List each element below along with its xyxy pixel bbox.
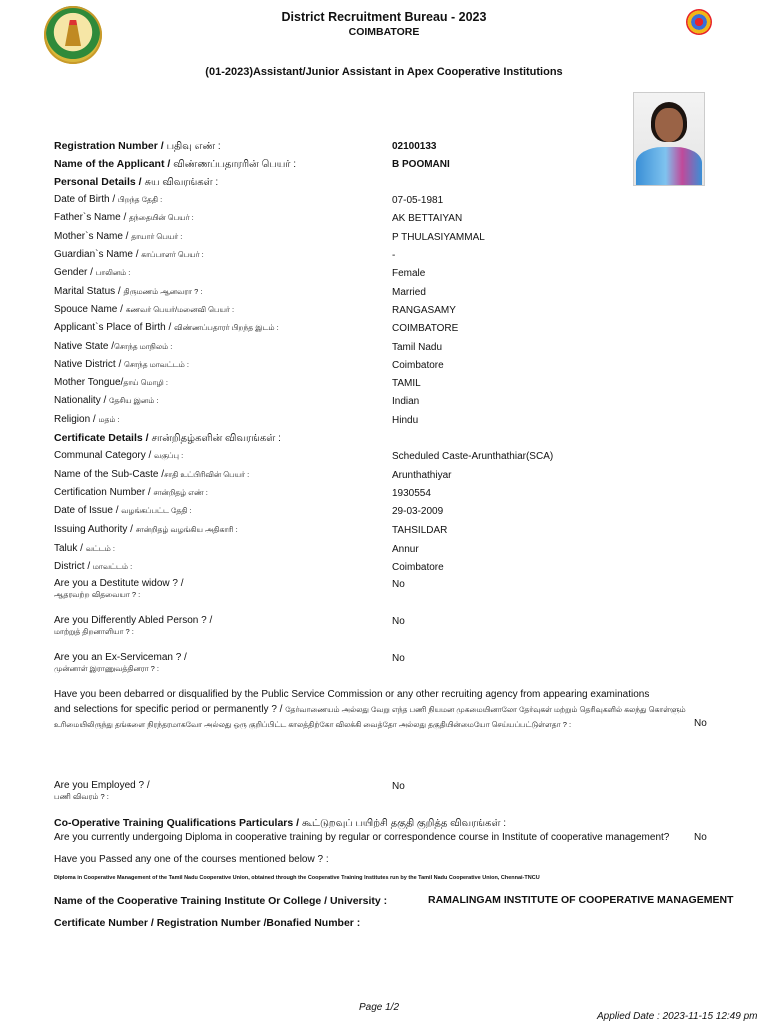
certificate-number-label: Certificate Number / Registration Number /Bonafied Number : [54,917,361,929]
field-label: District / மாவட்டம் : [54,561,133,572]
question-label: Are you a Destitute widow ? / ஆதரவற்ற விதவையா ? : [54,578,184,599]
field-label: Native District / சொந்த மாவட்டம் : [54,359,189,370]
field-value: 02100133 [392,141,437,152]
field-value: B POOMANI [392,159,450,170]
field-label: Name of the Applicant / விண்ணப்பதாரரின் பெயர் : [54,158,297,170]
debarred-answer: No [694,718,707,729]
field-label: Father`s Name / தந்தையின் பெயர் : [54,212,194,223]
passed-question: Have you Passed any one of the courses mentioned below ? : [54,854,329,865]
field-value: Scheduled Caste-Arunthathiar(SCA) [392,451,554,462]
field-label: Gender / பாலினம் : [54,267,131,278]
field-value: Married [392,287,426,298]
field-label: Date of Birth / பிறந்த தேதி : [54,194,163,205]
field-value: AK BETTAIYAN [392,213,463,224]
field-label: Guardian`s Name / காப்பாளர் பெயர் : [54,249,204,260]
training-heading: Co-Operative Training Qualifications Particulars / கூட்டுறவுப் பயிற்சி தகுதி குறித்த விவரங்கள் : [54,817,507,829]
field-label: Native State /சொந்த மாநிலம் : [54,341,173,352]
field-value: Indian [392,396,420,407]
field-label: Nationality / தேசிய இனம் : [54,395,159,406]
field-value: 29-03-2009 [392,506,444,517]
applicant-photo [633,92,705,186]
field-label: Mother`s Name / தாயார் பெயர் : [54,231,183,242]
field-label: Date of Issue / வழங்கப்பட்ட தேதி : [54,505,192,516]
field-value: COIMBATORE [392,323,459,334]
employed-label: Are you Employed ? / பணி விவரம் ? : [54,780,150,801]
field-label: Communal Category / வகுப்பு : [54,450,184,461]
field-label: Applicant`s Place of Birth / விண்ணப்பதாரர் பிறந்த இடம் : [54,322,279,333]
course-description: Diploma in Cooperative Management of the Tamil Nadu Cooperative Union, obtained through the Cooperative Training Institutes run by the Tamil Nadu Cooperative Union, Chennai-TNCU [54,875,540,881]
field-value: Coimbatore [392,562,444,573]
field-label: Religion / மதம் : [54,414,120,425]
applied-date: Applied Date : 2023-11-15 12:49 pm [597,1011,758,1022]
field-label: Personal Details / சுய விவரங்கள் : [54,176,219,188]
institute-label: Name of the Cooperative Training Institute Or College / University : [54,895,388,907]
field-label: Issuing Authority / சான்றிதழ் வழங்கிய அதிகாரி : [54,524,238,535]
debarred-question: Have you been debarred or disqualified by the Public Service Commission or any other recruiting agency from appearing examinations and selections for specific period or permanently ? / தேர்வாணையம் அல்லது வேறு எந்த பணி நியமன முகமையினாலோ தேர்வுகள் மற்றும் தெரிவுகளில் கலந்து கொள்ளும் உரிமையிலிருந்து தங்களை நிரந்தரமாகவோ அல்லது ஒரு குறிப்பிட்ட காலத்திற்கோ விலக்கி வைத்தோ அல்லது தகுதியின்மையோ செய்யப்பட்டுள்ளதா ? : [54,689,686,729]
field-label: Spouce Name / கணவர் பெயர்/மனைவி பெயர் : [54,304,235,315]
field-value: P THULASIYAMMAL [392,232,485,243]
field-label: Certification Number / சான்றிதழ் எண் : [54,487,208,498]
field-label: Registration Number / பதிவு எண் : [54,140,221,152]
field-label: Marital Status / திருமணம் ஆனவரா ? : [54,286,203,297]
employed-value: No [392,781,405,792]
field-value: 07-05-1981 [392,195,444,206]
field-value: 1930554 [392,488,431,499]
field-label: Taluk / வட்டம் : [54,543,116,554]
field-value: Tamil Nadu [392,342,443,353]
institute-value: RAMALINGAM INSTITUTE OF COOPERATIVE MANAGEMENT [428,894,734,906]
district-name: COIMBATORE [348,26,420,38]
field-value: - [392,250,396,261]
field-value: Annur [392,544,419,555]
field-label: Mother Tongue/தாய் மொழி : [54,377,168,388]
diploma-question: Are you currently undergoing Diploma in cooperative training by regular or correspondence course in Institute of cooperative management? [54,832,670,843]
question-answer: No [392,579,405,590]
field-value: Female [392,268,426,279]
page-number: Page 1/2 [358,1002,400,1013]
field-value: TAHSILDAR [392,525,448,536]
question-answer: No [392,653,405,664]
field-value: Coimbatore [392,360,444,371]
field-label: Name of the Sub-Caste /சாதி உட்பிரிவின் பெயர் : [54,469,250,480]
field-value: Hindu [392,415,419,426]
diploma-answer: No [694,832,707,843]
question-label: Are you an Ex-Serviceman ? / முன்னாள் இராணுவத்தினரா ? : [54,652,187,673]
post-title: (01-2023)Assistant/Junior Assistant in Apex Cooperative Institutions [205,66,563,78]
field-label: Certificate Details / சான்றிதழ்களின் விவரங்கள் : [54,432,281,444]
field-value: RANGASAMY [392,305,456,316]
field-value: TAMIL [392,378,421,389]
field-value: Arunthathiyar [392,470,452,481]
question-answer: No [392,616,405,627]
question-label: Are you Differently Abled Person ? / மாற்றுத் திறனாளியா ? : [54,615,213,636]
page-title: District Recruitment Bureau - 2023 [281,10,487,24]
